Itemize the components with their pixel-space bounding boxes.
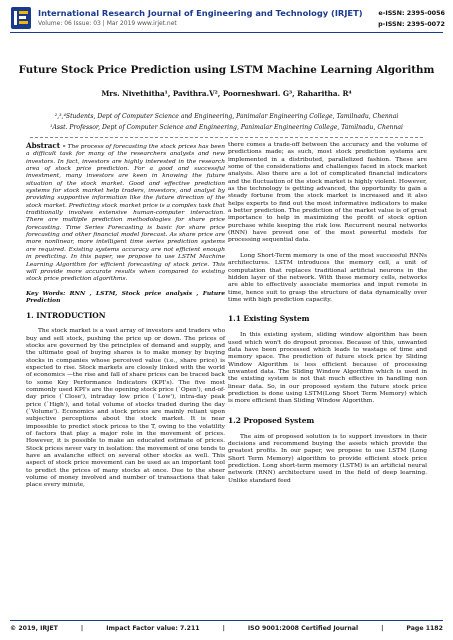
section-heading-proposed-system: 1.2 Proposed System (228, 415, 315, 425)
right-column (228, 142, 427, 485)
volume-issue-line: Volume: 06 Issue: 03 | Mar 2019 www.irjet.net (38, 20, 177, 27)
abstract-label: Abstract - (26, 141, 66, 150)
irjet-logo-icon (10, 6, 32, 30)
paper-authors: Mrs. Nivethitha¹, Pavithra.V², Poorneshwari. G³, Raharitha. R⁴ (101, 89, 352, 98)
abstract (26, 142, 225, 284)
section-heading-existing-system: 1.1 Existing System (228, 314, 310, 324)
footer-separator: | (381, 625, 384, 632)
introduction-paragraph: The stock market is a vast array of investors and traders who buy and sell stock, pushing the price up or down. The prices of stocks are governed by the principles of demand and supply, and the ultimate goal of buying shares is to make money by buying stocks in companies whose perceived value (i.e., share price) is expected to rise. Stock markets are closely linked with the world of economics —the rise and fall of share prices can be traced back to some Key Performance Indicators (KPI's). The five most commonly used KPI's are the opening stock price (`Open'), end-of-day price (`Close'), intraday low price (`Low'), intra-day peak price (`High'), and total volume of stocks traded during the day (`Volume'). Economics and stock prices are mainly reliant upon subjective perceptions about the stock market. It is near impossible to predict stock prices to the T, owing to the volatility of factors that play a major role in the movement of prices. However, it is possible to make an educated estimate of prices. Stock prices never vary in isolation: the movement of one tends to have an avalanche effect on several other stocks as well. This aspect of stock price movement can be used as an important tool to predict the prices of many stocks at once. Due to the sheer volume of money involved and number of transactions that take place every minute, (26, 328, 225, 489)
e-issn: e-ISSN: 2395-0056 (378, 9, 445, 17)
affiliation-students: ²,³,⁴Students, Dept of Computer Science and Engineering, Panimalar Engineering College, Tamilnadu, Chennai (54, 113, 399, 120)
footer-divider (10, 620, 443, 621)
paper-title: Future Stock Price Prediction using LSTM Machine Learning Algorithm (18, 64, 435, 76)
footer-copyright: © 2019, IRJET (10, 625, 58, 632)
header-divider (10, 32, 443, 33)
introduction-continued: there comes a trade-off between the accuracy and the volume of predictions made; as such, most stock prediction systems are implemented in a distributed, parallelized fashion. These are some of the considerations and challenges faced in stock market analysis. Also there are a lot of complicated financial indicators and the fluctuation of the stock market is highly violent. However, as the technology is getting advanced, the opportunity to gain a steady fortune from the stock market is increased and it also helps experts to find out the most informative indicators to make a better prediction. The prediction of the market value is of great importance to help in maximizing the profit of stock option purchase while keeping the risk low. Recurrent neural networks (RNN) have proved one of the most powerful models for processing sequential data. (228, 142, 427, 244)
abstract-text: The process of forecasting the stock prices has been a difficult task for many of the researchers analysts and new investors. In fact, investors are highly interested in the research area of stock price prediction. For a good and successful investment, many investors are keen in knowing the future situation of the stock market. Good and effective prediction systems for stock market help traders, investors, and analyst by providing supportive information like the future direction of the stock market. Predicting stock market price is a complex task that traditionally involves extensive human-computer interaction. There are multiple prediction methodologies for share price forecasting. Time Series Forecasting is basic for share price forecasting and other financial model forecast. As share price are more nonlinear, more intelligent time series prediction systems are required. Existing systems accuracy are not efficient enough in predicting. In this paper, we propose to use LSTM Machine Learning Algorithm for efficient forecasting of stock price. This will provide more accurate results when compared to existing stock price prediction algorithms. (26, 144, 225, 283)
keywords-label: Key Words: (26, 289, 66, 297)
journal-header (0, 0, 453, 38)
footer-impact-factor: Impact Factor value: 7.211 (106, 625, 200, 632)
proposed-system-paragraph: The aim of proposed solution is to support investors in their decisions and recommend buying the assets which provide the greatest profits. In our paper, we propose to use LSTM (Long Short Term Memory) algorithm to provide efficient stock price prediction. Long short-term memory (LSTM) is an artificial neural network (RNN) architecture used in the field of deep learning. Unlike standard feed (228, 433, 427, 484)
left-column (26, 142, 225, 490)
keywords-text: RNN , LSTM, Stock price analysis , Future Prediction (26, 289, 225, 304)
footer-page-number: Page 1182 (406, 625, 443, 632)
footer-separator: | (222, 625, 225, 632)
footer-separator: | (80, 625, 84, 632)
page-footer (10, 625, 443, 632)
lstm-paragraph: Long Short-Term memory is one of the most successful RNNs architectures. LSTM introduces the memory cell, a unit of computation that replaces traditional artificial neurons in the hidden layer of the network. With these memory cells, networks are able to effectively associate memories and input remote in time, hence suit to grasp the structure of data dynamically over time with high prediction capacity. (228, 252, 427, 303)
p-issn: p-ISSN: 2395-0072 (378, 20, 445, 28)
existing-system-paragraph: In this existing system, sliding window algorithm has been used which won't do dropout process. Because of this, unwanted data have been processed which leads to wastage of time and memory space. The prediction of future stock price by Sliding Window Algorithm is less efficient because of processing unwanted data. The Sliding Window Algorithm which is used in the existing system is not that much effective in handling non linear data. So, in our proposed system the future stock price prediction is done using LSTM(Long Short Term Memory) which is more efficient than Sliding Window Algorithm. (228, 332, 427, 405)
affiliation-professor: ¹Asst. Professor, Dept of Computer Science and Engineering, Panimalar Engineering College, Tamilnadu, Chennai (50, 124, 403, 131)
journal-name: International Research Journal of Engineering and Technology (IRJET) (38, 8, 363, 18)
keywords (26, 290, 225, 305)
footer-iso: ISO 9001:2008 Certified Journal (247, 625, 359, 632)
section-heading-introduction: 1. INTRODUCTION (26, 311, 106, 321)
title-divider (30, 137, 423, 138)
